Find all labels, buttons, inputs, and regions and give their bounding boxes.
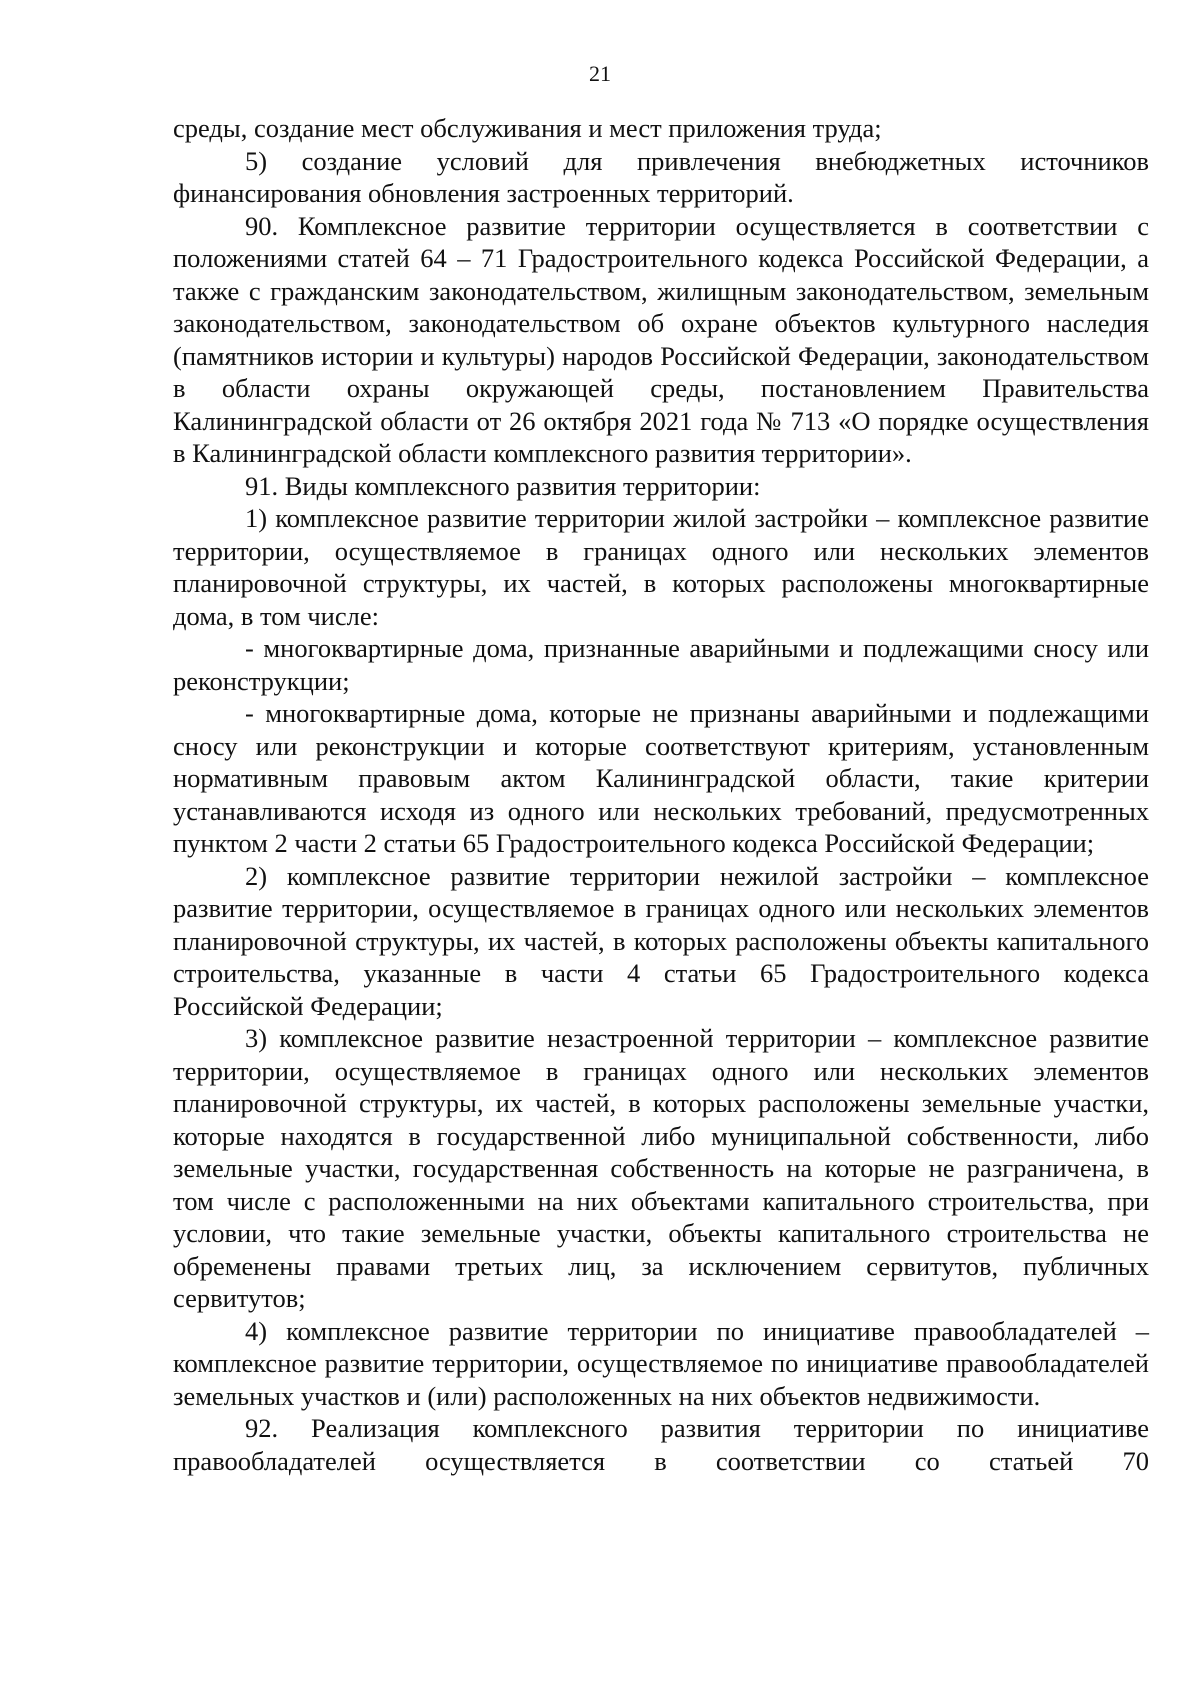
paragraph-91-item-1-bullet-2: - многоквартирные дома, которые не признаны аварийными и подлежащими сносу или реконструкции и которые соответствуют критериям, установленным нормативным правовым актом Калининградской области, такие критерии устанавливаются исходя из одного или нескольких требований, предусмотренных пунктом 2 части 2 статьи 65 Градостроительного кодекса Российской Федерации; (173, 698, 1149, 858)
paragraph-91-item-1: 1) комплексное развитие территории жилой застройки – комплексное развитие территории, осуществляемое в границах одного или нескольких элементов планировочной структуры, их частей, в которых расположены многоквартирные дома, в том числе: (173, 503, 1149, 631)
paragraph-continuation: среды, создание мест обслуживания и мест приложения труда; (173, 113, 882, 143)
paragraph-91-item-2: 2) комплексное развитие территории нежилой застройки – комплексное развитие территории, осуществляемое в границах одного или нескольких элементов планировочной структуры, их частей, в которых расположены объекты капитального строительства, указанные в части 4 статьи 65 Градостроительного кодекса Российской Федерации; (173, 860, 1149, 1021)
paragraph-92: 92. Реализация комплексного развития территории по инициативе правообладателей осуществляется в соответствии со статьей 70 (173, 1413, 1149, 1476)
paragraph-90: 90. Комплексное развитие территории осуществляется в соответствии с положениями статей 64 – 71 Градостроительного кодекса Российской Федерации, а также с гражданским законодательством, жилищным законодательством, земельным законодательством, законодательством об охране объектов культурного наследия (памятников истории и культуры) народов Российской Федерации, законодательством в области охраны окружающей среды, постановлением Правительства Калининградской области от 26 октября 2021 года № 713 «О порядке осуществления в Калининградской области комплексного развития территории». (173, 210, 1149, 468)
page-number: 21 (589, 61, 611, 86)
paragraph-91-item-3: 3) комплексное развитие незастроенной территории – комплексное развитие территории, осуществляемое в границах одного или нескольких элементов планировочной структуры, их частей, в которых расположены земельные участки, которые находятся в государственной либо муниципальной собственности, либо земельные участки, государственная собственность на которые не разграничена, в том числе с расположенными на них объектами капитального строительства, при условии, что такие земельные участки, объекты капитального строительства не обременены правами третьих лиц, за исключением сервитутов, публичных сервитутов; (173, 1023, 1149, 1313)
document-body (173, 112, 1149, 1477)
paragraph-91: 91. Виды комплексного развития территории: (245, 470, 761, 501)
paragraph-91-item-4: 4) комплексное развитие территории по инициативе правообладателей – комплексное развитие территории, осуществляемое по инициативе правообладателей земельных участков и (или) расположенных на них объектов недвижимости. (173, 1315, 1149, 1411)
paragraph-91-item-1-bullet-1: - многоквартирные дома, признанные аварийными и подлежащими сносу или реконструкции; (173, 633, 1149, 696)
paragraph-item-5: 5) создание условий для привлечения внебюджетных источников финансирования обновления застроенных территорий. (173, 145, 1149, 208)
